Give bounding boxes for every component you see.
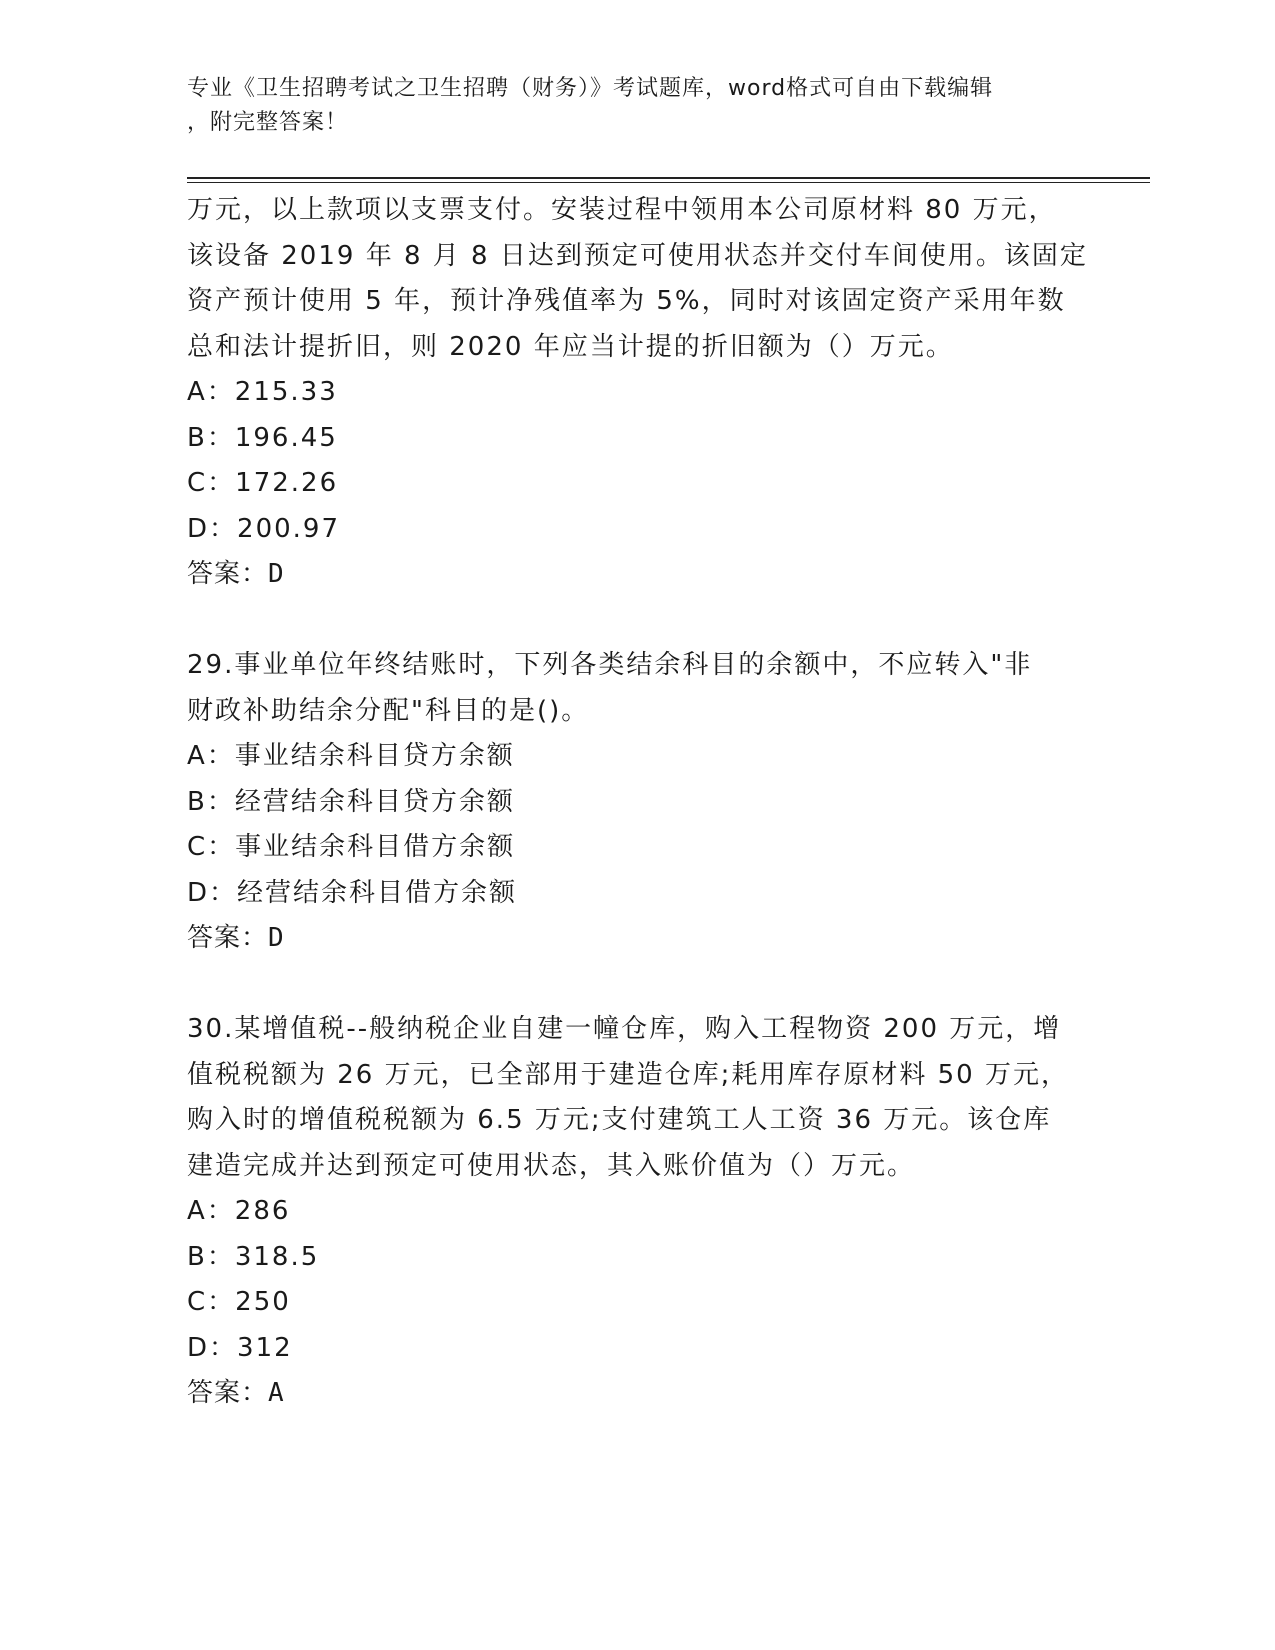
header-divider-thick [187,177,1150,179]
option-a: A：286 [187,1196,291,1226]
option-b: B：318.5 [187,1241,320,1272]
question-29 [187,643,1087,962]
option-c: C：172.26 [187,468,339,498]
question-text-line: 万元，以上款项以支票支付。安装过程中领用本公司原材料 80 万元， [187,195,1057,225]
question-text-line: 该设备 2019 年 8 月 8 日达到预定可使用状态并交付车间使用。该固定 [187,240,1088,271]
option-c: C：250 [187,1287,291,1317]
question-text-line: 资产预计使用 5 年，预计净残值率为 5%，同时对该固定资产采用年数 [187,286,1066,316]
option-a: A：事业结余科目贷方余额 [187,741,515,771]
question-text-line: 30.某增值税--般纳税企业自建一幢仓库，购入工程物资 200 万元，增 [187,1014,1062,1044]
option-d: D：经营结余科目借方余额 [187,877,518,908]
option-d: D：200.97 [187,513,340,544]
question-text-line: 29.事业单位年终结账时，下列各类结余科目的余额中，不应转入"非 [187,650,1033,680]
option-b: B：经营结余科目贷方余额 [187,786,515,817]
answer-line: 答案：A [187,1378,285,1408]
document-header [187,72,1087,140]
option-d: D：312 [187,1332,293,1363]
answer-line: 答案：D [187,923,285,953]
question-text-line: 建造完成并达到预定可使用状态，其入账价值为（）万元。 [187,1150,916,1181]
option-a: A：215.33 [187,377,338,407]
question-text-line: 值税税额为 26 万元，已全部用于建造仓库;耗用库存原材料 50 万元， [187,1059,1069,1090]
header-title-line-1: 专业《卫生招聘考试之卫生招聘（财务）》考试题库，word格式可自由下载编辑 [187,76,994,101]
document-body [187,188,1087,1417]
spacer [187,598,1087,644]
answer-line: 答案：D [187,559,285,589]
option-b: B：196.45 [187,422,338,453]
question-30 [187,1007,1087,1417]
question-28 [187,188,1087,598]
question-text-line: 总和法计提折旧，则 2020 年应当计提的折旧额为（）万元。 [187,331,954,362]
header-divider-thin [187,182,1150,183]
question-text-line: 购入时的增值税税额为 6.5 万元;支付建筑工人工资 36 万元。该仓库 [187,1105,1052,1135]
header-title-line-2: ，附完整答案！ [187,110,349,135]
question-text-line: 财政补助结余分配"科目的是()。 [187,695,590,726]
spacer [187,962,1087,1008]
option-c: C：事业结余科目借方余额 [187,832,516,862]
